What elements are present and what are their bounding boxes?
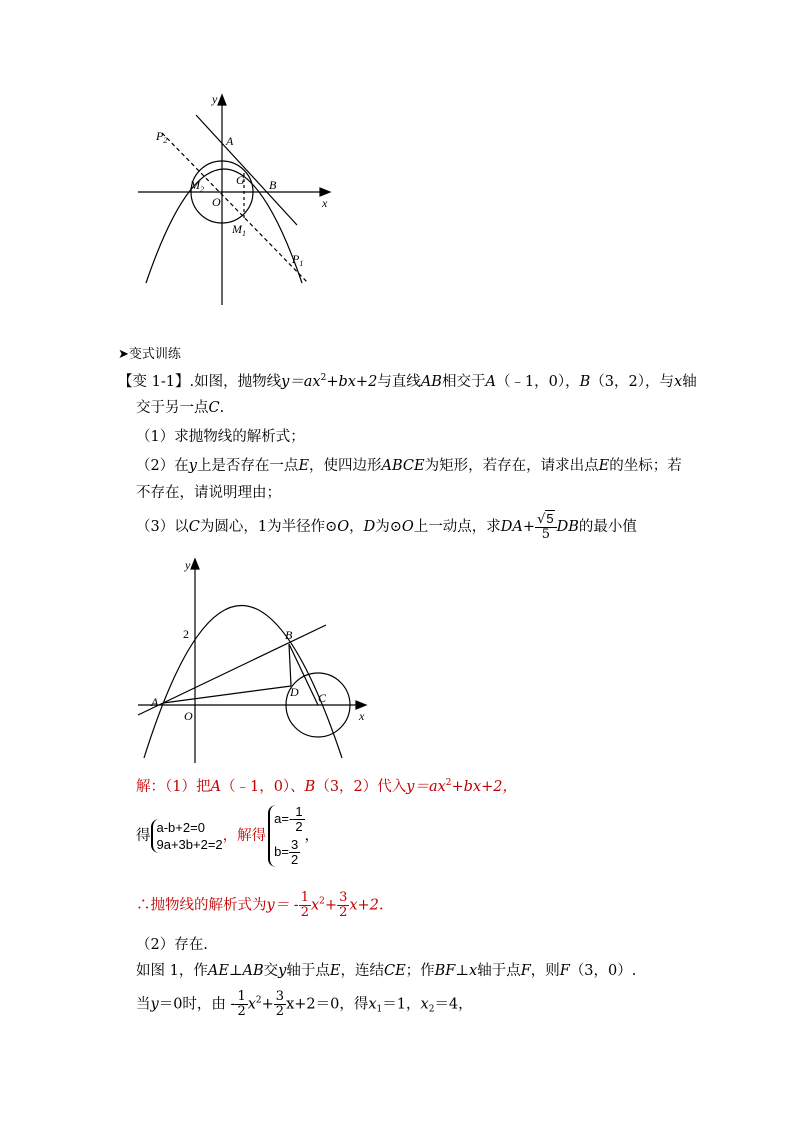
question-2-line-1: （2）在y上是否存在一点E，使四边形ABCE为矩形，若存在，请求出点E的坐标；若 (136, 458, 682, 474)
solution-line-6: 当y＝0时，由 - $\frac{1}{2}$ $x^2+$ $\frac{3}{2}$ x+2＝0，得$x_1=1$，$x_2=4$， (136, 989, 473, 1019)
fig2-label-C: C (318, 691, 327, 705)
fig2-x-arrow (356, 701, 366, 709)
fig1-label-M1: $M_1$ (232, 222, 246, 238)
question-3: （3）以C为圆心，1为半径作⊙O，D为⊙O上一动点，求DA+ $\frac{√5}{5}$ DB的最小值 (136, 511, 637, 542)
fig1-label-G: G (236, 173, 245, 187)
fig1-label-B: B (269, 178, 277, 192)
fig1-label-P2: $P_2$ (156, 129, 168, 145)
fig1-label-M2: $M_2$ (190, 178, 204, 194)
fig1-label-x: x (322, 196, 328, 210)
fig2-label-O: O (184, 709, 193, 723)
question-1: （1）求抛物线的解析式； (136, 429, 305, 445)
fig2-y-arrow (191, 559, 199, 569)
fig2-label-x: x (359, 709, 365, 723)
fig1-parabola (146, 169, 302, 283)
fig1-label-A: A (226, 134, 234, 148)
solution-line-4: （2）存在. (136, 937, 208, 953)
fig1-dashed-line (162, 133, 308, 283)
fig2-line-AB (138, 625, 326, 715)
fig1-label-O: O (212, 195, 221, 209)
solution-line-1: 解：（1）把A（﹣1，0）、B（3，2）代入$y=ax^2+bx+2$， (136, 778, 518, 795)
fig2-label-A: A (151, 695, 159, 709)
sqrt5-over-5: $\frac{√5}{5}$ (535, 512, 557, 542)
arrow-bullet-icon: ➤ (118, 347, 129, 362)
problem-line-2: 交于另一点C. (136, 400, 225, 416)
fig1-x-arrow (320, 188, 330, 196)
fig2-parabola (144, 606, 342, 759)
fig2-label-y: y (185, 558, 191, 572)
figure-1 (120, 85, 340, 315)
figure-2 (130, 553, 380, 768)
fig1-label-P1: $P_1$ (292, 252, 304, 268)
solution-line-3: ∴抛物线的解析式为y＝ - $\frac{1}{2}$ $x^2+$ $\frac{3}{2}$ x+2. (136, 890, 384, 920)
fig2-label-2: 2 (183, 627, 189, 641)
fig1-label-y: y (212, 92, 218, 106)
fig2-segment-BD (289, 644, 291, 686)
solution-line-2: 得 a-b+2=0 9a+3b+2=2 ，解得 a=- $\frac{1}{2}$ b= $\frac{3}{2}$ ， (136, 804, 320, 867)
fig2-label-B: B (285, 628, 293, 642)
problem-line-1: 【变 1-1】.如图，抛物线$y=ax^2+bx+2$与直线AB相交于A（﹣1，0），B（3，2），与x轴 (118, 373, 697, 390)
section-title: ➤变式训练 (118, 347, 181, 362)
solution-system: a=- $\frac{1}{2}$ b= $\frac{3}{2}$ (268, 805, 304, 867)
question-2-line-2: 不存在，请说明理由； (136, 485, 281, 501)
fig2-label-D: D (290, 685, 299, 699)
equation-system: a-b+2=0 9a+3b+2=2 (151, 819, 223, 853)
solution-line-5: 如图 1，作AE⊥AB交y轴于点E，连结CE；作BF⊥x轴于点F，则F（3，0）. (136, 963, 637, 979)
fig1-y-arrow (218, 95, 226, 105)
